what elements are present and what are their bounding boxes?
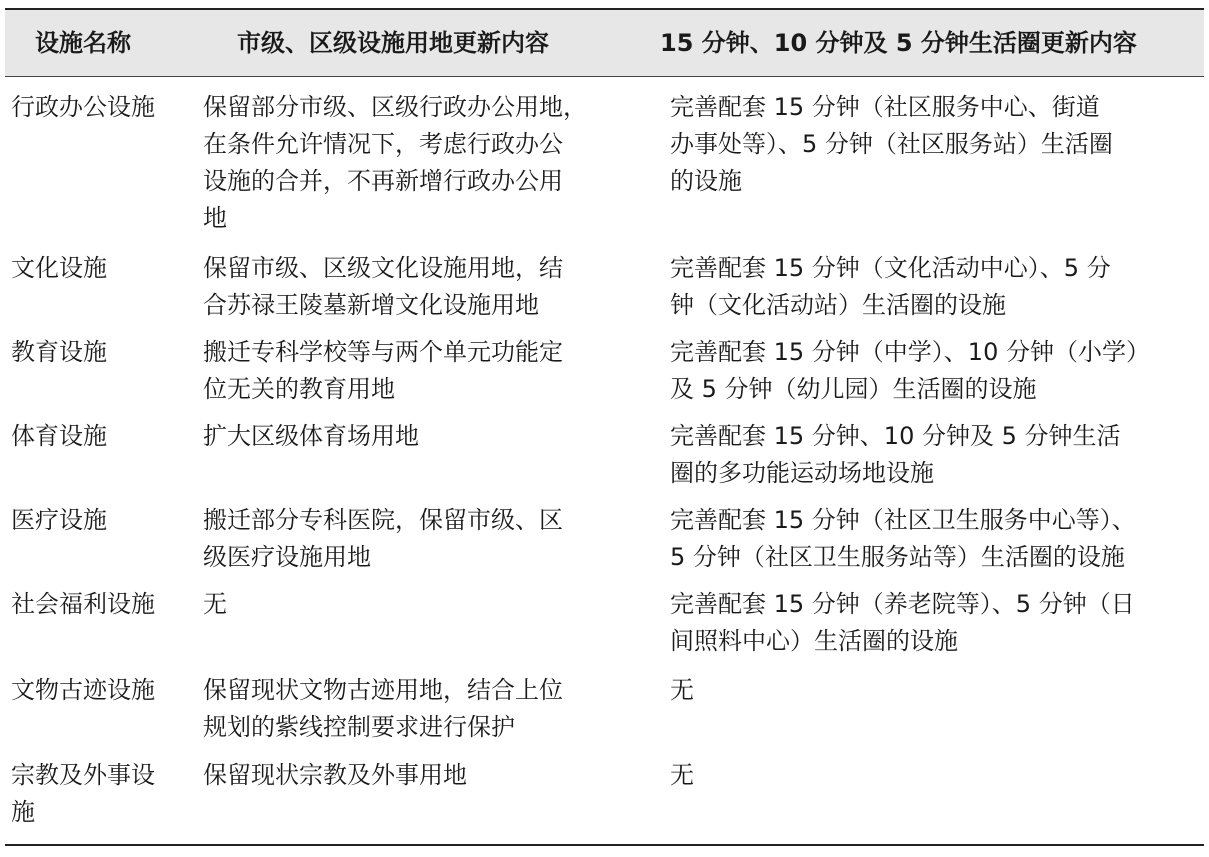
text-line: 办事处等）、5 分钟（社区服务站）生活圈 <box>670 130 1113 158</box>
life-circle-cell <box>670 250 1200 324</box>
text-line: 保留现状文物古迹用地，结合上位 <box>203 676 563 704</box>
text-line: 保留部分市级、区级行政办公用地， <box>203 93 587 121</box>
text-line: 扩大区级体育场用地 <box>203 422 419 450</box>
text-line: 完善配套 15 分钟（文化活动中心）、5 分 <box>670 254 1111 282</box>
city-district-cell <box>203 250 643 324</box>
city-district-cell <box>203 757 643 794</box>
facility-name-cell: 文物古迹设施 <box>11 676 155 704</box>
city-district-cell <box>203 502 643 576</box>
text-line: 保留市级、区级文化设施用地，结 <box>203 254 563 282</box>
header-city-district-update: 市级、区级设施用地更新内容 <box>237 29 549 57</box>
life-circle-cell <box>670 757 1200 794</box>
facility-name-cell: 教育设施 <box>11 338 107 366</box>
text-line: 在条件允许情况下，考虑行政办公 <box>203 130 563 158</box>
facility-name-cell: 文化设施 <box>11 254 107 282</box>
city-district-cell <box>203 418 643 455</box>
text-line: 完善配套 15 分钟、10 分钟及 5 分钟生活 <box>670 422 1121 450</box>
text-line: 完善配套 15 分钟（养老院等）、5 分钟（日 <box>670 590 1135 618</box>
city-district-cell <box>203 89 643 237</box>
text-line: 的设施 <box>670 167 742 195</box>
city-district-cell <box>203 672 643 746</box>
text-line: 间照料中心）生活圈的设施 <box>670 627 958 655</box>
life-circle-cell <box>670 418 1200 492</box>
text-line: 规划的紫线控制要求进行保护 <box>203 713 515 741</box>
text-line: 搬迁专科学校等与两个单元功能定 <box>203 338 563 366</box>
text-line: 完善配套 15 分钟（社区服务中心、街道 <box>670 93 1100 121</box>
facility-name-cell: 行政办公设施 <box>11 93 155 121</box>
header-facility-name: 设施名称 <box>35 29 131 57</box>
text-line: 施 <box>11 798 35 826</box>
facility-name-cell <box>11 757 195 831</box>
text-line: 宗教及外事设 <box>11 761 155 789</box>
facility-name-cell: 社会福利设施 <box>11 590 155 618</box>
text-line: 搬迁部分专科医院，保留市级、区 <box>203 506 563 534</box>
text-line: 无 <box>670 676 694 704</box>
text-line: 地 <box>203 204 227 232</box>
life-circle-cell <box>670 89 1200 200</box>
text-line: 级医疗设施用地 <box>203 543 371 571</box>
table-header <box>5 10 1204 77</box>
life-circle-cell <box>670 502 1200 576</box>
text-line: 无 <box>670 761 694 789</box>
text-line: 合苏禄王陵墓新增文化设施用地 <box>203 291 539 319</box>
text-line: 保留现状宗教及外事用地 <box>203 761 467 789</box>
text-line: 完善配套 15 分钟（中学）、10 分钟（小学） <box>670 338 1150 366</box>
facility-name-cell: 体育设施 <box>11 422 107 450</box>
life-circle-cell <box>670 334 1200 408</box>
facility-name-cell: 医疗设施 <box>11 506 107 534</box>
table-bottom-rule <box>5 844 1204 846</box>
life-circle-cell <box>670 672 1200 709</box>
text-line: 完善配套 15 分钟（社区卫生服务中心等）、 <box>670 506 1136 534</box>
text-line: 位无关的教育用地 <box>203 375 395 403</box>
life-circle-cell <box>670 586 1200 660</box>
text-line: 无 <box>203 590 227 618</box>
text-line: 及 5 分钟（幼儿园）生活圈的设施 <box>670 375 1037 403</box>
text-line: 钟（文化活动站）生活圈的设施 <box>670 291 1006 319</box>
text-line: 5 分钟（社区卫生服务站等）生活圈的设施 <box>670 543 1125 571</box>
city-district-cell <box>203 586 643 623</box>
header-life-circle-update: 15 分钟、10 分钟及 5 分钟生活圈更新内容 <box>660 29 1137 57</box>
text-line: 圈的多功能运动场地设施 <box>670 459 934 487</box>
text-line: 设施的合并，不再新增行政办公用 <box>203 167 563 195</box>
city-district-cell <box>203 334 643 408</box>
